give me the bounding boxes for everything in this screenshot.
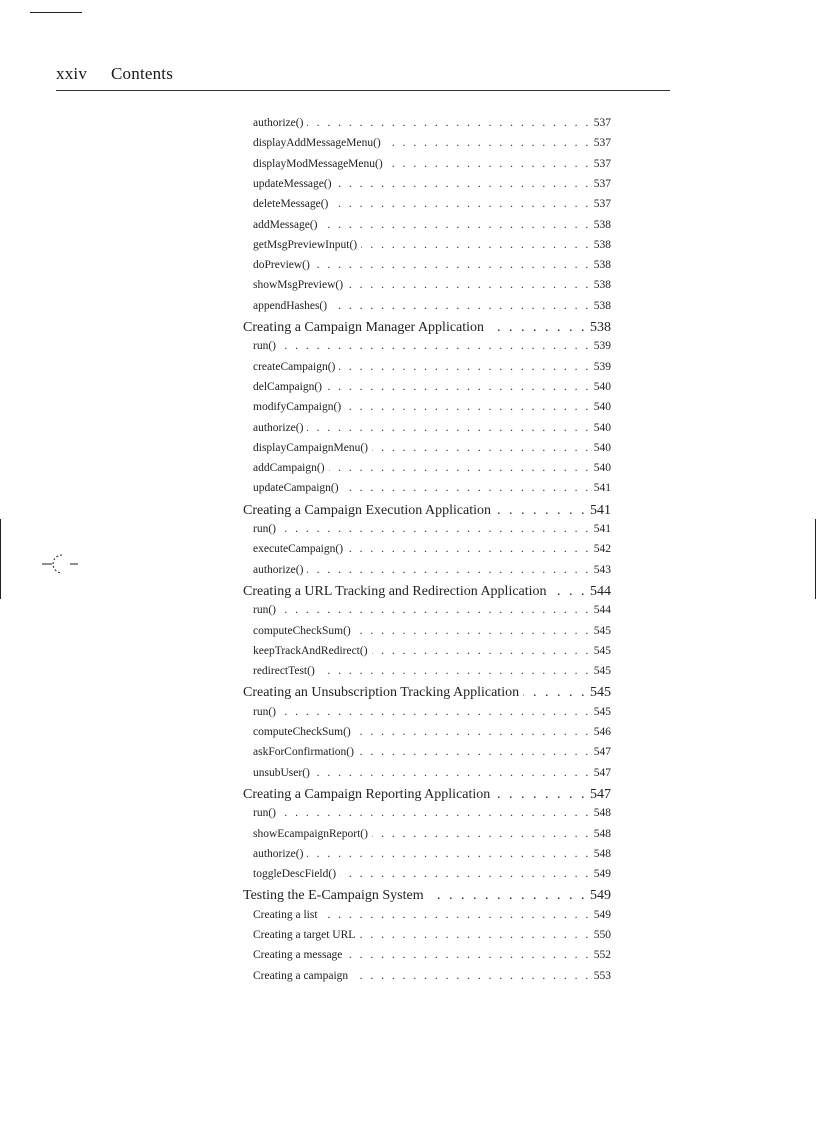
toc-entry-page: 549 [593,908,611,921]
toc-subentry[interactable] [253,706,611,726]
toc-entry-page: 544 [593,604,611,617]
dot-leader [428,888,587,904]
toc-entry-page: 537 [593,117,611,129]
toc-entry-title: authorize() [253,117,304,129]
toc-subentry[interactable] [253,949,611,969]
toc-entry-page: 545 [593,644,611,657]
toc-subentry[interactable] [253,848,611,868]
toc-entry-page: 553 [593,969,611,982]
toc-entry-page: 544 [590,583,611,599]
toc-subentry[interactable] [253,665,611,685]
toc-subentry[interactable] [253,198,611,218]
toc-section-entry[interactable] [243,787,611,807]
toc-entry-title: Creating an Unsubscription Tracking Application [243,685,520,701]
toc-subentry[interactable] [253,158,611,178]
toc-entry-page: 547 [593,766,611,779]
toc-entry-page: 540 [593,380,611,393]
toc-entry-page: 545 [593,665,611,678]
toc-entry-title: Creating a list [253,908,318,921]
dot-leader [314,259,591,271]
toc-entry-page: 540 [593,441,611,454]
toc-entry-title: run() [253,523,276,535]
toc-entry-page: 540 [593,462,611,475]
toc-entry-title: executeCampaign() [253,543,344,556]
toc-entry-page: 538 [593,259,611,272]
toc-entry-title: toggleDescField() [253,868,337,881]
toc-entry-page: 548 [593,807,611,820]
dot-leader [523,685,587,701]
toc-entry-title: delCampaign() [253,380,322,393]
toc-entry-page: 552 [593,949,611,962]
dot-leader [355,625,591,637]
toc-entry-page: 545 [593,705,611,718]
toc-subentry[interactable] [253,219,611,239]
toc-entry-title: authorize() [253,563,304,576]
dot-leader [280,340,591,352]
dot-leader [345,401,591,413]
toc-subentry[interactable] [253,767,611,787]
toc-entry-page: 541 [590,502,611,518]
toc-entry-page: 547 [590,786,611,802]
toc-entry-page: 541 [593,523,611,535]
dot-leader [314,767,591,779]
toc-subentry[interactable] [253,381,611,401]
toc-entry-page: 538 [593,218,611,231]
toc-entry-title: unsubUser() [253,766,310,779]
toc-subentry[interactable] [253,482,611,502]
dot-leader [355,726,591,738]
toc-subentry[interactable] [253,259,611,279]
dot-leader [385,137,591,149]
toc-entry-page: 545 [590,685,611,701]
toc-entry-page: 540 [593,401,611,414]
dot-leader [551,584,587,600]
toc-entry-title: Creating a campaign [253,969,349,982]
toc-entry-page: 546 [593,726,611,738]
toc-entry-title: Creating a Campaign Execution Application [243,502,492,518]
toc-entry-title: askForConfirmation() [253,746,354,759]
toc-entry-title: authorize() [253,847,304,860]
toc-entry-page: 541 [593,482,611,495]
dot-leader [361,239,591,251]
toc-section-entry[interactable] [243,584,611,604]
dot-leader [494,787,587,803]
toc-subentry[interactable] [253,178,611,198]
toc-section-entry[interactable] [243,503,611,523]
dot-leader [358,746,591,758]
toc-subentry[interactable] [253,746,611,766]
registration-mark-icon [40,549,80,579]
toc-subentry[interactable] [253,909,611,929]
crop-mark-left [0,519,1,599]
toc-entry-title: displayCampaignMenu() [253,441,368,454]
toc-entry-page: 548 [593,827,611,840]
dot-leader [307,848,590,860]
toc-entry-page: 550 [593,929,611,941]
toc-entry-page: 538 [593,238,611,251]
dot-leader [331,300,591,312]
dot-leader [280,523,591,535]
toc-subentry[interactable] [253,462,611,482]
dot-leader [387,158,591,170]
toc-entry-title: updateCampaign() [253,482,339,495]
dot-leader [340,868,591,880]
toc-subentry[interactable] [253,137,611,157]
dot-leader [326,381,591,393]
toc-entry-page: 538 [593,299,611,312]
toc-entry-title: modifyCampaign() [253,401,342,414]
toc-entry-title: run() [253,807,276,820]
section-title: Contents [111,64,174,83]
toc-subentry[interactable] [253,543,611,563]
toc-entry-title: showEcampaignReport() [253,827,368,840]
toc-entry-page: 540 [593,421,611,434]
toc-section-entry[interactable] [243,685,611,705]
page-number: xxiv [56,64,88,83]
dot-leader [343,482,591,494]
toc-section-entry[interactable] [243,888,611,908]
toc-entry-page: 549 [590,888,611,904]
toc-entry-title: keepTrackAndRedirect() [253,644,368,657]
toc-entry-title: updateMessage() [253,177,332,190]
toc-subentry[interactable] [253,929,611,949]
toc-entry-page: 539 [593,340,611,353]
toc-subentry[interactable] [253,868,611,888]
toc-entry-page: 548 [593,847,611,860]
toc-entry-page: 538 [590,320,611,335]
toc-entry-title: run() [253,340,276,353]
running-head [56,64,670,91]
toc-subentry[interactable] [253,361,611,381]
toc-subentry[interactable] [253,117,611,137]
toc-entry-page: 537 [593,198,611,211]
toc-entry-page: 538 [593,279,611,292]
toc-entry-title: addMessage() [253,218,318,231]
toc-subentry[interactable] [253,828,611,848]
toc-entry-title: redirectTest() [253,665,315,678]
dot-leader [372,828,591,840]
toc-entry-title: authorize() [253,421,304,434]
toc-subentry[interactable] [253,564,611,584]
toc-entry-title: showMsgPreview() [253,279,344,292]
toc-entry-title: displayModMessageMenu() [253,157,383,170]
dot-leader [495,503,587,519]
toc-entry-title: computeCheckSum() [253,624,351,637]
toc-entry-title: Creating a Campaign Manager Application [243,320,485,335]
toc-entry-title: run() [253,705,276,718]
toc-entry-page: 539 [593,360,611,373]
toc-entry-title: Creating a Campaign Reporting Application [243,786,491,802]
toc-subentry[interactable] [253,300,611,320]
toc-subentry[interactable] [253,645,611,665]
dot-leader [280,706,591,718]
dot-leader [280,807,591,819]
dot-leader [307,564,590,576]
dot-leader [346,949,590,961]
toc-entry-title: Creating a message [253,949,343,962]
toc-subentry[interactable] [253,239,611,259]
toc-subentry[interactable] [253,970,611,990]
toc-subentry[interactable] [253,807,611,827]
toc-entry-title: createCampaign() [253,360,336,373]
toc-entry-page: 537 [593,177,611,190]
dot-leader [347,279,591,291]
toc-subentry[interactable] [253,726,611,746]
toc-subentry[interactable] [253,340,611,360]
dot-leader [336,178,591,190]
toc-entry-page: 537 [593,157,611,170]
dot-leader [372,442,591,454]
toc-entry-title: doPreview() [253,259,310,272]
toc-entry-page: 543 [593,563,611,576]
dot-leader [359,929,590,941]
toc-entry-page: 537 [593,137,611,150]
crop-mark-top [30,12,82,13]
dot-leader [347,543,591,555]
toc-entry-title: computeCheckSum() [253,726,351,738]
toc-entry-title: deleteMessage() [253,198,329,211]
toc-subentry[interactable] [253,422,611,442]
toc-subentry[interactable] [253,625,611,645]
dot-leader [332,198,590,210]
dot-leader [322,909,591,921]
dot-leader [322,219,591,231]
dot-leader [352,970,591,982]
dot-leader [307,117,590,129]
toc-subentry[interactable] [253,279,611,299]
toc-subentry[interactable] [253,604,611,624]
toc-entry-title: Testing the E-Campaign System [243,888,424,904]
toc-subentry[interactable] [253,523,611,543]
toc-entry-title: displayAddMessageMenu() [253,137,381,150]
toc-entry-title: Creating a URL Tracking and Redirection Application [243,583,547,599]
toc-entry-title: Creating a target URL [253,929,356,941]
dot-leader [319,665,591,677]
toc-entry-title: appendHashes() [253,299,328,312]
toc-entry-page: 545 [593,624,611,637]
toc-entry-page: 549 [593,868,611,881]
dot-leader [372,645,591,657]
toc-entry-page: 547 [593,746,611,759]
toc-section-entry[interactable] [243,320,611,340]
dot-leader [307,422,590,434]
toc-entry-page: 542 [593,543,611,556]
dot-leader [339,361,590,373]
dot-leader [280,604,591,616]
toc-entry-title: run() [253,604,276,617]
dot-leader [488,320,587,336]
toc-entry-title: addCampaign() [253,462,325,475]
dot-leader [329,462,591,474]
toc-subentry[interactable] [253,442,611,462]
toc-subentry[interactable] [253,401,611,421]
toc-entry-title: getMsgPreviewInput() [253,238,358,251]
